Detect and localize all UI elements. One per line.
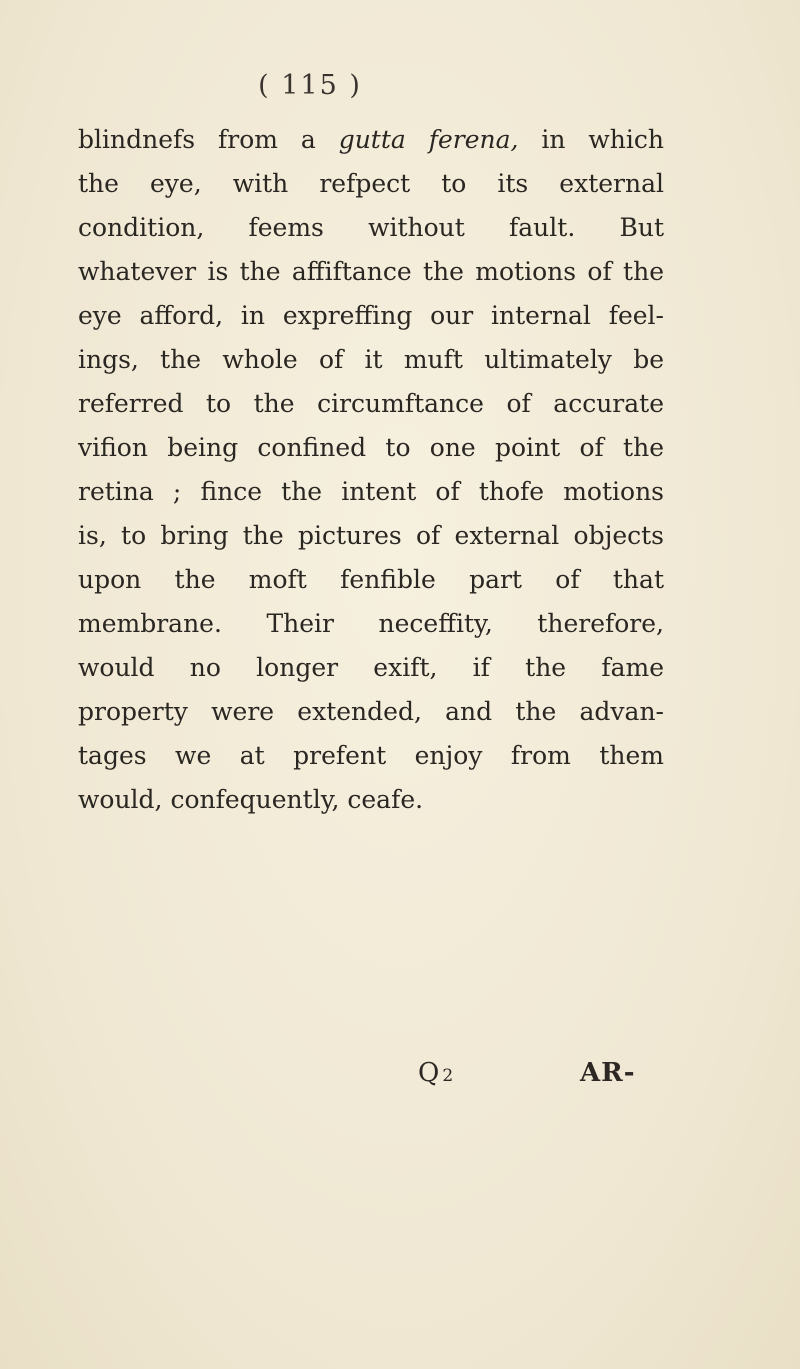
body-text	[78, 118, 664, 822]
text-line-3: condition, feems without fault. But	[78, 213, 664, 242]
text-line-13: would no longer exift, if the fame	[78, 653, 664, 682]
text-line-12: membrane. Their neceffity, therefore,	[78, 609, 664, 638]
text-line-8: vifion being confined to one point of the	[78, 433, 664, 462]
text-line-1-end: in which	[518, 125, 664, 154]
signature-letter: Q	[418, 1058, 440, 1088]
text-line-15: tages we at prefent enjoy from them	[78, 741, 664, 770]
text-line-5: eye afford, in expreffing our internal feel-	[78, 301, 664, 330]
text-line-9: retina ; fince the intent of thofe motions	[78, 477, 664, 506]
text-line-7: referred to the circumftance of accurate	[78, 389, 664, 418]
text-line-10: is, to bring the pictures of external objects	[78, 521, 664, 550]
page-footer	[0, 1058, 800, 1098]
text-line-6: ings, the whole of it muft ultimately be	[78, 345, 664, 374]
catchword: AR-	[580, 1058, 636, 1088]
text-line-1	[78, 118, 664, 162]
text-line-16: would, confequently, ceafe.	[78, 785, 424, 814]
text-line-4: whatever is the affiftance the motions of the	[78, 257, 664, 286]
text-line-1-start: blindnefs from a	[78, 125, 339, 154]
text-line-14: property were extended, and the advan-	[78, 697, 664, 726]
signature-mark	[418, 1058, 453, 1088]
text-line-11: upon the moft fenfible part of that	[78, 565, 664, 594]
italic-phrase: gutta ferena,	[338, 125, 519, 154]
text-line-2: the eye, with refpect to its external	[78, 169, 664, 198]
page-number: ( 115 )	[258, 70, 362, 101]
signature-number: 2	[442, 1066, 454, 1086]
